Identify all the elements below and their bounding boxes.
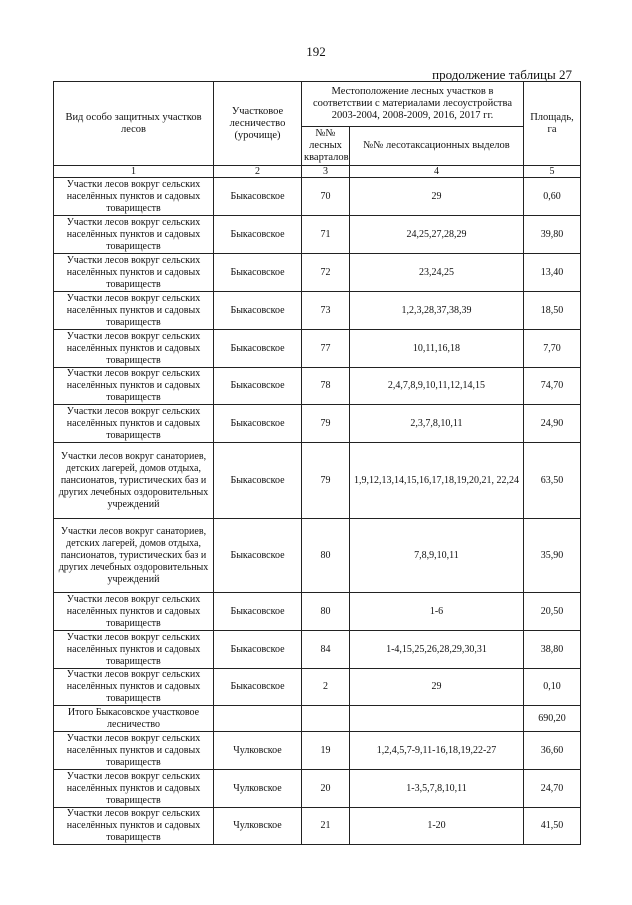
table-row bbox=[54, 770, 581, 808]
header-kvartal: №№ лесных кварталов bbox=[302, 127, 350, 166]
cell-kvartal: 79 bbox=[302, 405, 350, 443]
column-index: 1 bbox=[54, 166, 214, 178]
cell-vydely: 1,9,12,13,14,15,16,17,18,19,20,21, 22,24 bbox=[350, 443, 524, 519]
cell-forest-type: Участки лесов вокруг сельских населённых пунктов и садовых товариществ bbox=[54, 330, 214, 368]
table-row bbox=[54, 732, 581, 770]
cell-forest-type: Участки лесов вокруг сельских населённых пунктов и садовых товариществ bbox=[54, 405, 214, 443]
cell-kvartal: 73 bbox=[302, 292, 350, 330]
cell-forest-type: Участки лесов вокруг сельских населённых пунктов и садовых товариществ bbox=[54, 216, 214, 254]
table-row bbox=[54, 254, 581, 292]
cell-vydely: 1,2,3,28,37,38,39 bbox=[350, 292, 524, 330]
cell-forestry: Быкасовское bbox=[214, 593, 302, 631]
cell-kvartal bbox=[302, 706, 350, 732]
cell-forestry: Чулковское bbox=[214, 732, 302, 770]
cell-vydely: 24,25,27,28,29 bbox=[350, 216, 524, 254]
header-location-group: Местоположение лесных участков в соответствии с материалами лесоустройства 2003-2004, 2008-2009, 2016, 2017 гг. bbox=[302, 82, 524, 127]
cell-area: 41,50 bbox=[524, 808, 581, 845]
cell-area: 36,60 bbox=[524, 732, 581, 770]
cell-area: 0,10 bbox=[524, 669, 581, 706]
cell-forestry: Быкасовское bbox=[214, 443, 302, 519]
cell-forestry: Быкасовское bbox=[214, 519, 302, 593]
cell-kvartal: 71 bbox=[302, 216, 350, 254]
cell-area: 39,80 bbox=[524, 216, 581, 254]
cell-area: 74,70 bbox=[524, 368, 581, 405]
cell-forestry: Быкасовское bbox=[214, 330, 302, 368]
cell-kvartal: 21 bbox=[302, 808, 350, 845]
cell-area: 20,50 bbox=[524, 593, 581, 631]
cell-area: 18,50 bbox=[524, 292, 581, 330]
cell-vydely: 1,2,4,5,7-9,11-16,18,19,22-27 bbox=[350, 732, 524, 770]
cell-forest-type: Участки лесов вокруг сельских населённых пунктов и садовых товариществ bbox=[54, 178, 214, 216]
cell-kvartal: 20 bbox=[302, 770, 350, 808]
cell-area: 0,60 bbox=[524, 178, 581, 216]
cell-area: 13,40 bbox=[524, 254, 581, 292]
table-row bbox=[54, 178, 581, 216]
header-area: Площадь, га bbox=[524, 82, 581, 166]
cell-forest-type: Участки лесов вокруг санаториев, детских лагерей, домов отдыха, пансионатов, туристических баз и других лечебных оздоровительных учреждений bbox=[54, 519, 214, 593]
cell-forestry: Быкасовское bbox=[214, 631, 302, 669]
cell-forestry bbox=[214, 706, 302, 732]
table-row bbox=[54, 593, 581, 631]
cell-forestry: Быкасовское bbox=[214, 405, 302, 443]
continuation-label: продолжение таблицы 27 bbox=[432, 67, 572, 82]
cell-kvartal: 80 bbox=[302, 519, 350, 593]
cell-forestry: Быкасовское bbox=[214, 669, 302, 706]
cell-vydely: 1-4,15,25,26,28,29,30,31 bbox=[350, 631, 524, 669]
cell-area: 690,20 bbox=[524, 706, 581, 732]
cell-vydely: 29 bbox=[350, 178, 524, 216]
cell-vydely: 29 bbox=[350, 669, 524, 706]
cell-area: 35,90 bbox=[524, 519, 581, 593]
header-vydely: №№ лесотаксационных выделов bbox=[350, 127, 524, 166]
cell-area: 7,70 bbox=[524, 330, 581, 368]
cell-kvartal: 19 bbox=[302, 732, 350, 770]
cell-area: 63,50 bbox=[524, 443, 581, 519]
cell-vydely: 23,24,25 bbox=[350, 254, 524, 292]
cell-vydely: 2,4,7,8,9,10,11,12,14,15 bbox=[350, 368, 524, 405]
cell-vydely bbox=[350, 706, 524, 732]
cell-kvartal: 78 bbox=[302, 368, 350, 405]
column-index: 2 bbox=[214, 166, 302, 178]
cell-area: 24,70 bbox=[524, 770, 581, 808]
cell-area: 38,80 bbox=[524, 631, 581, 669]
cell-vydely: 2,3,7,8,10,11 bbox=[350, 405, 524, 443]
cell-kvartal: 70 bbox=[302, 178, 350, 216]
cell-area: 24,90 bbox=[524, 405, 581, 443]
header-forestry: Участковое лесничество (урочище) bbox=[214, 82, 302, 166]
cell-forestry: Быкасовское bbox=[214, 368, 302, 405]
protective-forests-table bbox=[53, 81, 581, 845]
header-forest-type: Вид особо защитных участков лесов bbox=[54, 82, 214, 166]
cell-kvartal: 80 bbox=[302, 593, 350, 631]
table-row bbox=[54, 216, 581, 254]
table-row bbox=[54, 669, 581, 706]
cell-vydely: 1-3,5,7,8,10,11 bbox=[350, 770, 524, 808]
cell-forestry: Быкасовское bbox=[214, 254, 302, 292]
cell-forestry: Быкасовское bbox=[214, 178, 302, 216]
table-row bbox=[54, 519, 581, 593]
column-index: 5 bbox=[524, 166, 581, 178]
cell-kvartal: 79 bbox=[302, 443, 350, 519]
column-index: 4 bbox=[350, 166, 524, 178]
table-row bbox=[54, 808, 581, 845]
cell-forest-type: Участки лесов вокруг сельских населённых пунктов и садовых товариществ bbox=[54, 593, 214, 631]
cell-forest-type: Участки лесов вокруг сельских населённых пунктов и садовых товариществ bbox=[54, 254, 214, 292]
table-row bbox=[54, 330, 581, 368]
column-index-row bbox=[54, 166, 581, 178]
page-number: 192 bbox=[306, 44, 326, 59]
cell-forestry: Быкасовское bbox=[214, 216, 302, 254]
cell-vydely: 1-6 bbox=[350, 593, 524, 631]
cell-kvartal: 2 bbox=[302, 669, 350, 706]
cell-forest-type: Участки лесов вокруг сельских населённых пунктов и садовых товариществ bbox=[54, 770, 214, 808]
table-row bbox=[54, 706, 581, 732]
table-row bbox=[54, 405, 581, 443]
cell-kvartal: 84 bbox=[302, 631, 350, 669]
cell-forest-type: Участки лесов вокруг сельских населённых пунктов и садовых товариществ bbox=[54, 292, 214, 330]
cell-forest-type: Участки лесов вокруг сельских населённых пунктов и садовых товариществ bbox=[54, 368, 214, 405]
cell-vydely: 1-20 bbox=[350, 808, 524, 845]
table-row bbox=[54, 292, 581, 330]
cell-forestry: Быкасовское bbox=[214, 292, 302, 330]
table-row bbox=[54, 368, 581, 405]
table-row bbox=[54, 443, 581, 519]
cell-forest-type: Участки лесов вокруг сельских населённых пунктов и садовых товариществ bbox=[54, 669, 214, 706]
table-row bbox=[54, 631, 581, 669]
cell-forest-type: Итого Быкасовское участковое лесничество bbox=[54, 706, 214, 732]
cell-forestry: Чулковское bbox=[214, 808, 302, 845]
cell-kvartal: 72 bbox=[302, 254, 350, 292]
cell-forestry: Чулковское bbox=[214, 770, 302, 808]
table-body bbox=[54, 178, 581, 845]
column-index: 3 bbox=[302, 166, 350, 178]
cell-forest-type: Участки лесов вокруг санаториев, детских лагерей, домов отдыха, пансионатов, туристических баз и других лечебных оздоровительных учреждений bbox=[54, 443, 214, 519]
cell-vydely: 10,11,16,18 bbox=[350, 330, 524, 368]
cell-kvartal: 77 bbox=[302, 330, 350, 368]
cell-forest-type: Участки лесов вокруг сельских населённых пунктов и садовых товариществ bbox=[54, 732, 214, 770]
cell-vydely: 7,8,9,10,11 bbox=[350, 519, 524, 593]
cell-forest-type: Участки лесов вокруг сельских населённых пунктов и садовых товариществ bbox=[54, 631, 214, 669]
cell-forest-type: Участки лесов вокруг сельских населённых пунктов и садовых товариществ bbox=[54, 808, 214, 845]
